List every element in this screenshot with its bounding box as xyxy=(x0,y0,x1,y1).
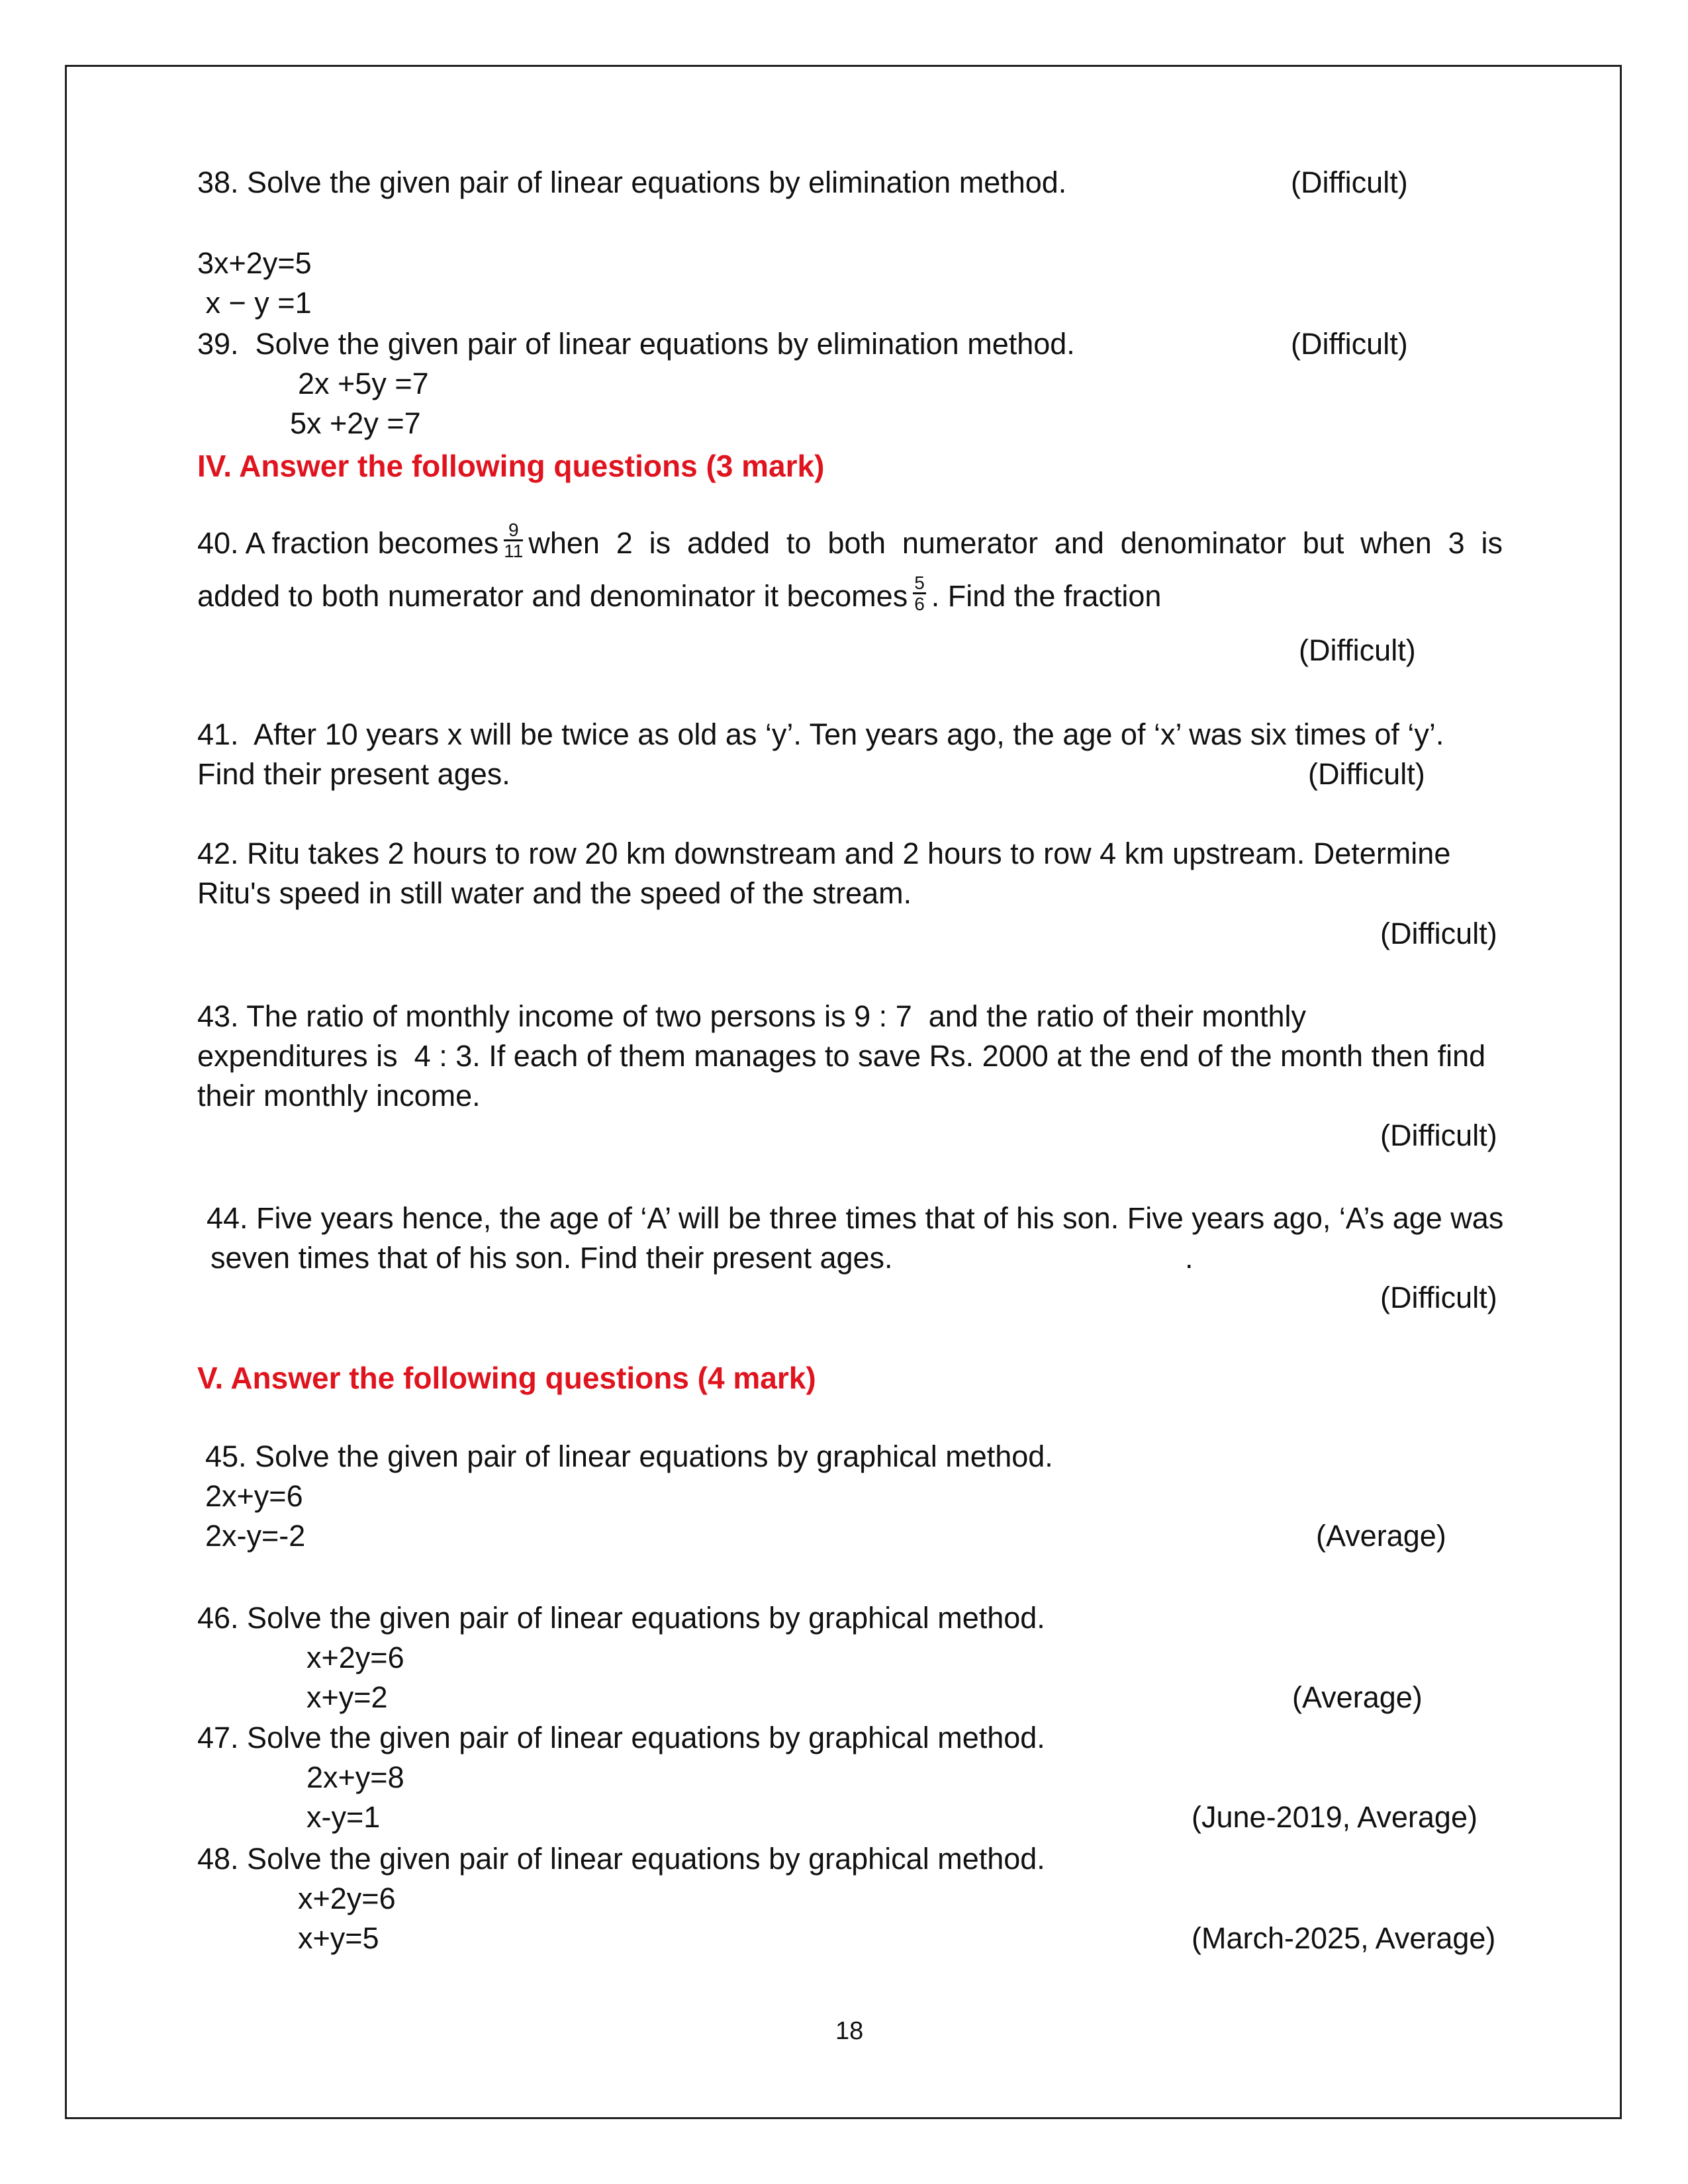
section-4-heading: IV. Answer the following questions (3 mark) xyxy=(197,449,825,483)
question-48-equation-1: x+2y=6 xyxy=(298,1882,396,1915)
question-43-line-3: their monthly income. xyxy=(197,1079,481,1113)
question-40-part-1: 40. A fraction becomes xyxy=(197,526,499,561)
question-45-equation-2: 2x-y=-2 xyxy=(205,1519,306,1553)
question-47-text: 47. Solve the given pair of linear equations by graphical method. xyxy=(197,1721,1045,1754)
fraction-numerator: 5 xyxy=(913,573,926,594)
question-43-line-1: 43. The ratio of monthly income of two persons is 9 : 7 and the ratio of their monthly xyxy=(197,999,1307,1033)
fraction-denominator: 6 xyxy=(914,594,925,615)
question-48-text: 48. Solve the given pair of linear equations by graphical method. xyxy=(197,1842,1045,1876)
question-42-line-1: 42. Ritu takes 2 hours to row 20 km downstream and 2 hours to row 4 km upstream. Determine xyxy=(197,837,1451,870)
question-40-line-2 xyxy=(197,572,1162,617)
question-39-difficulty: (Difficult) xyxy=(1291,327,1408,361)
question-38-difficulty: (Difficult) xyxy=(1291,165,1408,199)
question-46-equation-1: x+2y=6 xyxy=(306,1641,404,1674)
question-44-difficulty: (Difficult) xyxy=(1380,1281,1497,1314)
question-39-equation-2: 5x +2y =7 xyxy=(290,406,421,440)
question-46-difficulty: (Average) xyxy=(1292,1680,1423,1714)
question-38-equation-2: x − y =1 xyxy=(197,286,312,320)
question-43-difficulty: (Difficult) xyxy=(1380,1118,1497,1152)
question-39-equation-1: 2x +5y =7 xyxy=(298,367,429,400)
fraction-denominator: 11 xyxy=(504,541,524,562)
question-44-stray-dot: . xyxy=(1185,1241,1194,1275)
question-46-text: 46. Solve the given pair of linear equations by graphical method. xyxy=(197,1601,1045,1635)
section-5-heading: V. Answer the following questions (4 mark) xyxy=(197,1361,816,1395)
question-46-equation-2: x+y=2 xyxy=(306,1680,388,1714)
question-40-part-4: . Find the fraction xyxy=(931,579,1162,614)
question-38-equation-1: 3x+2y=5 xyxy=(197,246,312,280)
question-47-difficulty: (June-2019, Average) xyxy=(1192,1800,1477,1834)
question-40-part-2: when 2 is added to both numerator and denominator but when 3 is xyxy=(528,526,1503,561)
question-41-line-2: Find their present ages. xyxy=(197,757,510,791)
fraction-9-11 xyxy=(504,520,523,561)
question-39-text: 39. Solve the given pair of linear equations by elimination method. xyxy=(197,327,1075,361)
question-42-line-2: Ritu's speed in still water and the speed of the stream. xyxy=(197,876,912,910)
question-45-equation-1: 2x+y=6 xyxy=(205,1479,303,1513)
question-48-difficulty: (March-2025, Average) xyxy=(1192,1921,1496,1955)
question-41-line-1: 41. After 10 years x will be twice as old as ‘y’. Ten years ago, the age of ‘x’ was six times of ‘y’. xyxy=(197,717,1444,751)
question-43-line-2: expenditures is 4 : 3. If each of them manages to save Rs. 2000 at the end of the month then find xyxy=(197,1039,1486,1073)
question-40-difficulty: (Difficult) xyxy=(1299,633,1416,667)
fraction-5-6 xyxy=(913,573,926,614)
question-38-text: 38. Solve the given pair of linear equations by elimination method. xyxy=(197,165,1067,199)
fraction-numerator: 9 xyxy=(504,520,523,541)
question-48-equation-2: x+y=5 xyxy=(298,1921,379,1955)
question-47-equation-2: x-y=1 xyxy=(306,1800,381,1834)
question-44-line-2: seven times that of his son. Find their present ages. xyxy=(211,1241,893,1275)
question-45-text: 45. Solve the given pair of linear equations by graphical method. xyxy=(205,1439,1053,1473)
question-40-part-3: added to both numerator and denominator it becomes xyxy=(197,579,908,614)
question-47-equation-1: 2x+y=8 xyxy=(306,1760,404,1794)
page-number: 18 xyxy=(835,2017,864,2045)
question-40-line-1 xyxy=(197,520,1503,564)
question-44-line-1: 44. Five years hence, the age of ‘A’ will be three times that of his son. Five years ago, ‘A’s age was xyxy=(207,1201,1504,1235)
question-42-difficulty: (Difficult) xyxy=(1380,917,1497,950)
question-41-difficulty: (Difficult) xyxy=(1308,757,1425,791)
question-45-difficulty: (Average) xyxy=(1316,1519,1446,1553)
